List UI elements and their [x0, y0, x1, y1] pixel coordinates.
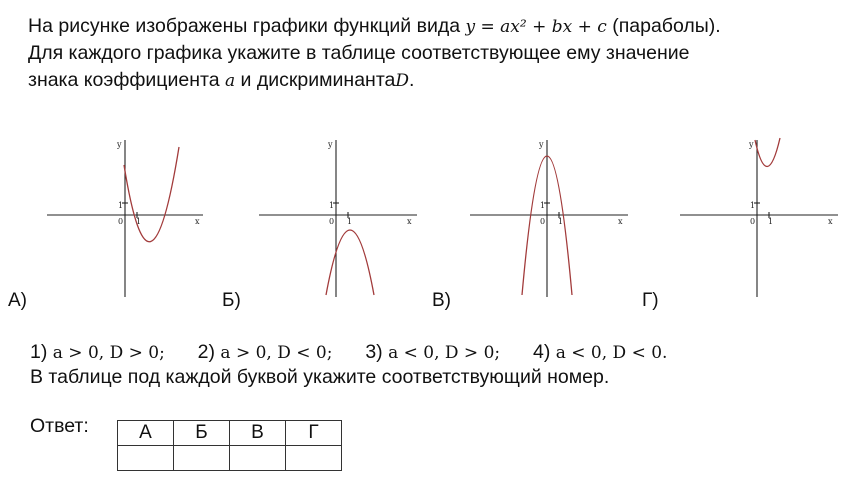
graph-b-one-y: 1 — [329, 201, 335, 210]
graph-c-origin: 0 — [540, 217, 546, 226]
option-4: 4) a < 0, D < 0. — [532, 341, 668, 363]
answer-header-b: Б — [174, 421, 230, 446]
task-line-2: Для каждого графика укажите в таблице соответствующее ему значение — [28, 42, 690, 64]
graph-a-one-x: 1 — [136, 217, 142, 226]
graph-a — [45, 135, 205, 300]
graph-d-one-x: 1 — [768, 217, 774, 226]
graph-a-x-label: x — [195, 217, 200, 226]
graph-b-parabola — [326, 230, 374, 295]
task-text-1-tail: (параболы). — [612, 15, 721, 37]
answer-cell-b[interactable] — [174, 446, 230, 471]
options-line — [30, 340, 667, 365]
graph-d-one-y: 1 — [750, 201, 756, 210]
task-text-3-end: . — [409, 69, 415, 91]
graph-d-origin: 0 — [750, 217, 756, 226]
graph-c — [468, 135, 633, 300]
graph-a-parabola — [124, 147, 179, 242]
instruction-text: В таблице под каждой буквой укажите соответствующий номер. — [30, 366, 610, 388]
graph-d — [678, 135, 843, 300]
function-formula: y = ax² + bx + c — [465, 17, 607, 37]
graph-a-origin: 0 — [118, 217, 124, 226]
answer-header-v: В — [230, 421, 286, 446]
option-1: 1) a > 0, D > 0; — [30, 341, 165, 363]
graph-b — [257, 135, 422, 300]
graph-b-one-x: 1 — [347, 217, 353, 226]
graph-b-label: Б) — [222, 290, 241, 311]
graph-c-one-x: 1 — [558, 217, 564, 226]
task-text-3-mid: и дискриминанта — [240, 69, 396, 91]
answer-cell-g[interactable] — [286, 446, 342, 471]
graph-b-origin: 0 — [329, 217, 335, 226]
graph-a-label: А) — [8, 290, 27, 311]
answer-cell-v[interactable] — [230, 446, 286, 471]
graph-d-y-label: y — [749, 140, 754, 149]
graph-a-one-y: 1 — [118, 201, 124, 210]
graph-d-x-label: x — [828, 217, 833, 226]
graph-c-label: В) — [432, 290, 451, 311]
graph-b-x-label: x — [407, 217, 412, 226]
graph-c-y-label: y — [539, 140, 544, 149]
task-text-1: На рисунке изображены графики функций вида — [28, 15, 461, 37]
discriminant-d: D — [395, 71, 410, 91]
task-text-3: знака коэффициента — [28, 69, 220, 91]
answer-table — [117, 420, 342, 471]
answer-label: Ответ: — [30, 415, 89, 437]
graph-d-label: Г) — [642, 290, 659, 311]
option-2: 2) a > 0, D < 0; — [197, 341, 333, 363]
graph-d-parabola — [755, 138, 780, 167]
graph-b-y-label: y — [328, 140, 333, 149]
graph-c-x-label: x — [618, 217, 623, 226]
answer-header-g: Г — [286, 421, 342, 446]
answer-header-a: А — [118, 421, 174, 446]
graph-c-one-y: 1 — [540, 201, 546, 210]
answer-input-row — [118, 446, 342, 471]
task-line-1 — [28, 14, 721, 39]
option-3: 3) a < 0, D > 0; — [365, 341, 501, 363]
answer-cell-a[interactable] — [118, 446, 174, 471]
coefficient-a: a — [224, 71, 236, 91]
answer-header-row — [118, 421, 342, 446]
task-line-3 — [28, 68, 414, 93]
graph-a-y-label: y — [117, 140, 122, 149]
